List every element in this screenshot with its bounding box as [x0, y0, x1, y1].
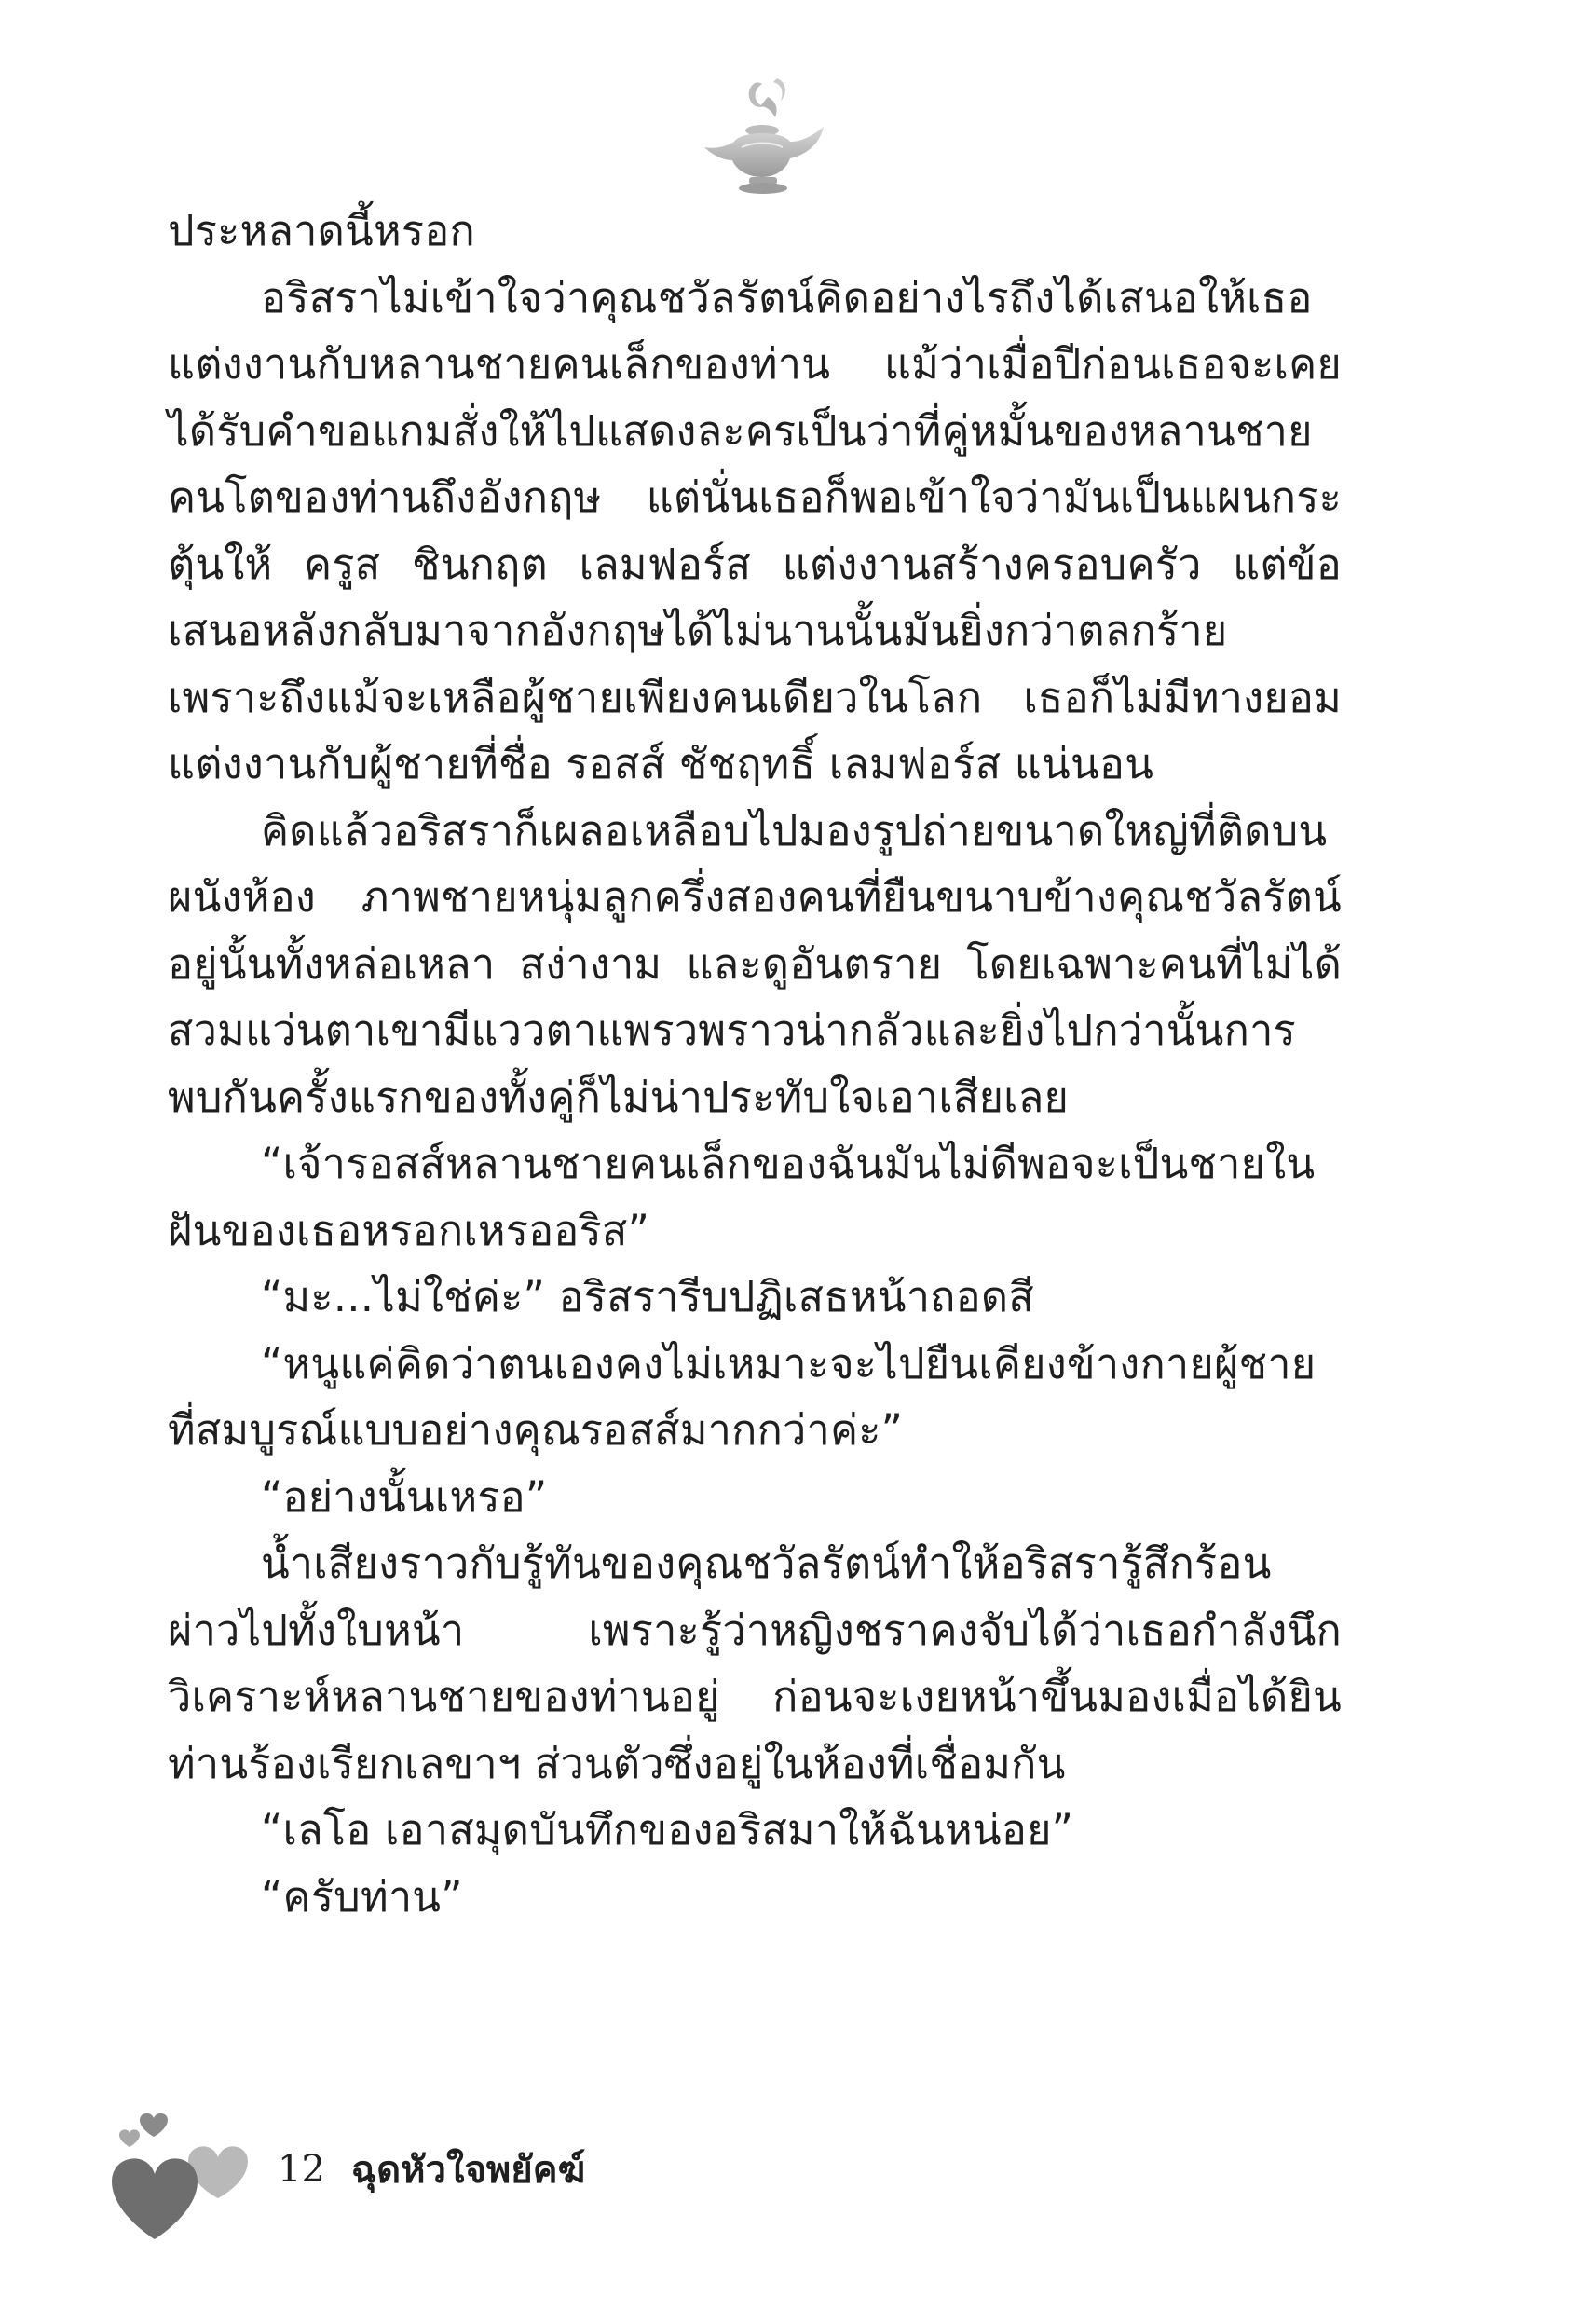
dialogue-1: “เจ้ารอสส์หลานชายคนเล็กของฉันมันไม่ดีพอจะเป็นชายในฝันของเธอหรอกเหรออริส”: [168, 1139, 1316, 1255]
dialogue-4: “อย่างนั้นเหรอ”: [261, 1471, 548, 1522]
dialogue-5: “เลโอ เอาสมุดบันทึกของอริสมาให้ฉันหน่อย”: [261, 1805, 1074, 1854]
dialogue-6: “ครับท่าน”: [261, 1871, 463, 1921]
paragraph-1: ประหลาดนี้หรอก: [168, 206, 475, 255]
dialogue-3: “หนูแค่คิดว่าตนเองคงไม่เหมาะจะไปยืนเคียงข้างกายผู้ชายที่สมบูรณ์แบบอย่างคุณรอสส์มากกว่าค่ะ”: [168, 1338, 1316, 1455]
body-text: [168, 198, 1342, 1930]
page-footer: [278, 2140, 585, 2199]
paragraph-2: อริสราไม่เข้าใจว่าคุณชวัลรัตน์คิดอย่างไรถึงได้เสนอให้เธอแต่งงานกับหลานชายคนเล็กของท่าน แม้ว่าเมื่อปีก่อนเธอจะเคยได้รับคำขอแกมสั่งให้ไปแสดงละครเป็นว่าที่คู่หมั้นของหลานชายคนโตของท่านถึงอังกฤษ แต่นั่นเธอก็พอเข้าใจว่ามันเป็นแผนกระตุ้นให้ ครูส ชินกฤต เลมฟอร์ส แต่งงานสร้างครอบครัว แต่ข้อเสนอหลังกลับมาจากอังกฤษได้ไม่นานนั้นมันยิ่งกว่าตลกร้าย เพราะถึงแม้จะเหลือผู้ชายเพียงคนเดียวในโลก เธอก็ไม่มีทางยอมแต่งงานกับผู้ชายที่ชื่อ รอสส์ ชัชฤทธิ์ เลมฟอร์ส แน่นอน: [168, 272, 1342, 788]
paragraph-3: คิดแล้วอริสราก็เผลอเหลือบไปมองรูปถ่ายขนาดใหญ่ที่ติดบนผนังห้อง ภาพชายหนุ่มลูกครึ่งสองคนที่ยืนขนาบข้างคุณชวัลรัตน์อยู่นั้นทั้งหล่อเหลา สง่างาม และดูอันตราย โดยเฉพาะคนที่ไม่ได้สวมแว่นตาเขามีแววตาแพรวพราวน่ากลัวและยิ่งไปกว่านั้นการพบกันครั้งแรกของทั้งคู่ก็ไม่น่าประทับใจเอาเสียเลย: [168, 805, 1342, 1122]
book-title: ฉุดหัวใจพยัคฆ์: [350, 2149, 586, 2192]
dialogue-2: “มะ...ไม่ใช่ค่ะ” อริสรารีบปฏิเสธหน้าถอดสี: [261, 1272, 1034, 1321]
page-number: 12: [278, 2148, 325, 2191]
hearts-icon: [102, 2101, 261, 2255]
paragraph-4: น้ำเสียงราวกับรู้ทันของคุณชวัลรัตน์ทำให้อริสรารู้สึกร้อนผ่าวไปทั้งใบหน้า เพราะรู้ว่าหญิงชราคงจับได้ว่าเธอกำลังนึกวิเคราะห์หลานชายของท่านอยู่ ก่อนจะเงยหน้าขึ้นมองเมื่อได้ยินท่านร้องเรียกเลขาฯ ส่วนตัวซึ่งอยู่ในห้องที่เชื่อมกัน: [168, 1538, 1342, 1788]
genie-lamp-icon: [689, 73, 829, 203]
